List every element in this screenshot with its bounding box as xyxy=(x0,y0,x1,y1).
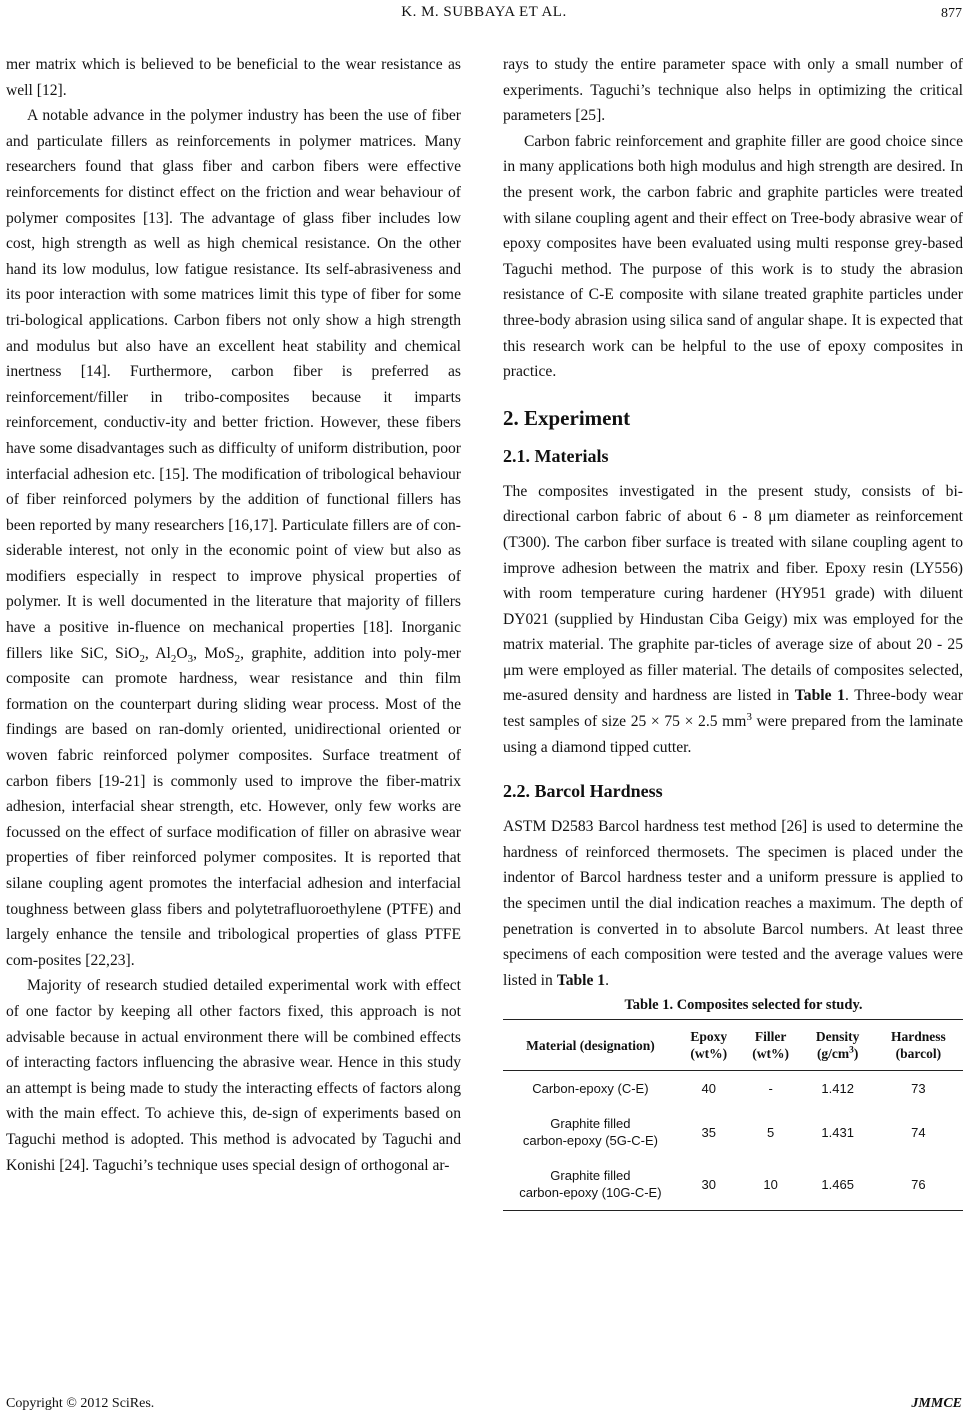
table-header-row xyxy=(503,1020,963,1071)
section-heading: 2. Experiment xyxy=(503,405,631,430)
cell-hardness: 76 xyxy=(874,1158,963,1211)
page-number: 877 xyxy=(941,6,962,21)
table-row xyxy=(503,1071,963,1107)
cell-material: Graphite filled carbon-epoxy (5G-C-E) xyxy=(522,1116,658,1148)
running-header-author: K. M. SUBBAYA ET AL. xyxy=(401,4,567,20)
header-material: Material (designation) xyxy=(503,1020,678,1071)
header-hardness: Hardness (barcol) xyxy=(874,1020,963,1071)
table-caption: Table 1. Composites selected for study. xyxy=(624,997,863,1014)
paragraph: The composites investigated in the present study, consists of bi-directional carbon fabric of about 6 - 8 μm diameter as reinforcement (T300). The carbon fiber surface is treated with silane coupling agent to improve adhesion between the matrix and fiber. Epoxy resin (LY556) with room temperature curing hardener (HY951 grade) with diluent DY021 (supplied by Hindustan Ciba Geigy) mix was employed for the matrix material. The graphite par-ticles of average size of about 20 - 25 μm were employed as filler material. The details of composites selected, me-asured density and hardness are listed in Table 1. Three-body wear test samples of size 25 × 75 × 2.5 $mm^3$ were prepared from the laminate using a diamond tipped cutter. xyxy=(503,482,963,756)
left-column xyxy=(6,52,461,1178)
cell-epoxy: 40 xyxy=(701,1081,716,1096)
cell-density: 1.412 xyxy=(821,1081,854,1096)
cell-filler: 5 xyxy=(767,1124,775,1140)
subsection-heading: 2.1. Materials xyxy=(503,445,609,466)
table-row xyxy=(503,1106,963,1158)
header-filler: Filler (wt%) xyxy=(740,1020,802,1071)
paragraph: ASTM D2583 Barcol hardness test method [26] is used to determine the hardness of reinforced thermosets. The specimen is placed under the indentor of Barcol hardness tester and a uniform pressure is applied to the specimen until the dial indication reaches a maximum. The depth of penetration is converted in to absolute Barcol numbers. At least three specimens of each composition were tested and the average values were listed in Table 1. xyxy=(503,818,963,989)
cell-material: Graphite filled carbon-epoxy (10G-C-E) xyxy=(503,1158,678,1211)
paragraph: Majority of research studied detailed experimental work with effect of one factor by keeping all other factors fixed, this approach is not advisable because in actual environment there will be combined effects of interacting factors influencing the abrasive wear. Hence in this study an attempt is being made to study the interacting effects of factors along with the main effect. To achieve this, de-sign of experiments based on Taguchi method is adopted. This method is advocated by Taguchi and Konishi [24]. Taguchi’s technique uses special design of orthogonal ar- xyxy=(6,977,461,1174)
composites-table xyxy=(503,1019,963,1211)
cell-hardness: 74 xyxy=(911,1124,926,1140)
right-column xyxy=(503,52,963,1211)
cell-filler: - xyxy=(768,1081,773,1096)
footer-copyright: Copyright © 2012 SciRes. xyxy=(6,1396,155,1411)
cell-epoxy: 30 xyxy=(678,1158,740,1211)
paragraph: A notable advance in the polymer industry has been the use of fiber and particulate fillers as reinforcements in polymer matrices. Many researchers found that glass fiber and carbon fibers were effective reinforcements for distinct effect on the friction and wear behaviour of polymer composites [13]. The advantage of glass fiber includes low cost, high strength as well as high chemical resistance. On the other hand its low modulus, low fatigue resistance. Its self-abrasiveness and its poor interaction with some matrices limit this type of fiber for some tri-bological applications. Carbon fibers not only show a high strength and modulus but also have an excellent heat stability and chemical inertness [14]. Furthermore, carbon fiber is preferred as reinforcement/filler in tribo-composites because it imparts reinforcement, conductiv-ity and better friction. However, these fibers have some disadvantages such as difficulty of uniform distribution, poor interfacial adhesion etc. [15]. The modification of tribological behaviour of fiber reinforced polymers by the addition of functional fillers has been reported by many researchers [16,17]. Particulate fillers are of con-siderable interest, not only in the economic point of view but also as modifiers especially in respect to improve physical properties of polymer. It is well documented in the literature that majority of fillers have a positive in-fluence on mechanical properties [18]. Inorganic fillers like SiC, SiO$_2$, $Al_2O_3$, MoS$_2$, graphite, addition into poly-mer composite can promote hardness, wear resistance and thin film formation on the counterpart during sliding wear process. Most of the findings are based on ran-domly oriented, unidirectional oriented or woven fabric reinforced polymer composites. Surface treatment of carbon fibers [19-21] is commonly used to improve the fiber-matrix adhesion, interfacial shear strength, etc. However, only few works are focussed on the effect of surface modification of filler on abrasive wear properties of fiber reinforced polymer composites. It is reported that silane coupling agent promotes the interfacial adhesion and interfacial toughness between glass fibers and polytetrafluoroethylene (PTFE) and largely enhance the tensile and tribological properties of glass PTFE com-posites [22,23]. xyxy=(6,107,461,969)
footer-journal: JMMCE xyxy=(911,1396,962,1411)
header-density: Density $(g/cm^3)$ xyxy=(802,1020,874,1071)
paragraph: mer matrix which is believed to be beneficial to the wear resistance as well [12]. xyxy=(6,56,461,99)
cell-density: 1.431 xyxy=(821,1124,854,1140)
cell-density: 1.465 xyxy=(802,1158,874,1211)
paragraph: rays to study the entire parameter space with only a small number of experiments. Taguchi’s technique also helps in optimizing the critical parameters [25]. xyxy=(503,56,963,125)
cell-material: Carbon-epoxy (C-E) xyxy=(532,1081,649,1096)
header-epoxy: Epoxy (wt%) xyxy=(678,1020,740,1071)
cell-hardness: 73 xyxy=(911,1081,926,1096)
table-row xyxy=(503,1158,963,1211)
subsection-heading: 2.2. Barcol Hardness xyxy=(503,781,663,802)
cell-filler: 10 xyxy=(740,1158,802,1211)
cell-epoxy: 35 xyxy=(701,1124,716,1140)
paragraph: Carbon fabric reinforcement and graphite filler are good choice since in many applications both high modulus and high strength are desired. In the present work, the carbon fabric and graphite particles were treated with silane coupling agent and their effect on Tree-body abrasive wear of epoxy composites have been evaluated using multi response grey-based Taguchi method. The purpose of this work is to study the abrasion resistance of C-E composite with silane treated graphite particles under three-body abrasion using silica sand of angular shape. It is expected that this research work can be helpful to the use of epoxy composites in practice. xyxy=(503,132,963,381)
